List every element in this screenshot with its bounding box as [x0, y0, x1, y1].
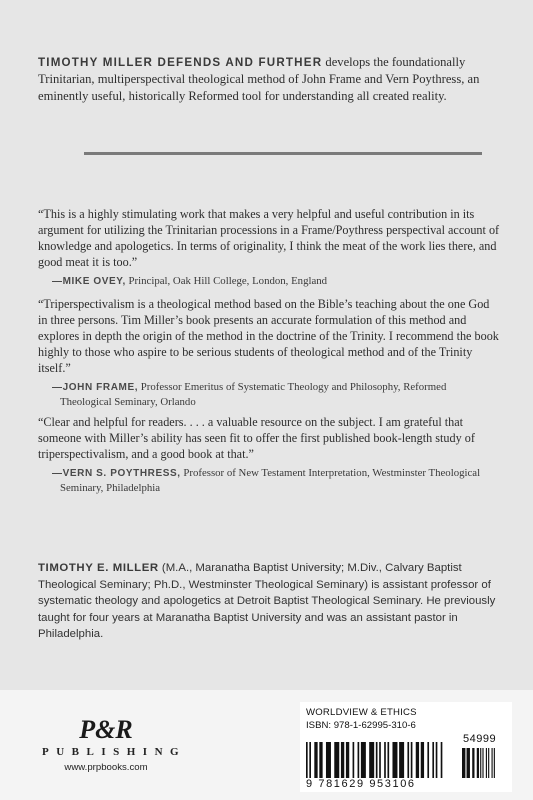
intro-text: develops the foundationally Trinitarian, multiperspectival theological method of John Frame and Vern Poythress, an eminently useful, historically Reformed tool for understanding all created reality.	[38, 55, 480, 103]
endorsement-3-text: “Clear and helpful for readers. . . . a valuable resource on the subject. I am grateful that someone with Miller’s ability has seen fit to offer the first published book-length study of triperspectivalism, and a good book at that.”	[38, 415, 475, 461]
endorsement-1-name: —MIKE OVEY,	[52, 276, 126, 287]
barcode-bar	[488, 748, 489, 778]
logo-letters: P&R	[79, 715, 133, 744]
barcode-bar	[416, 742, 419, 778]
endorsement-1-attribution	[38, 274, 500, 289]
isbn-barcode	[304, 742, 456, 778]
barcode-bar	[399, 742, 404, 778]
barcode-bar	[486, 748, 487, 778]
barcode-bar	[441, 742, 443, 778]
barcode-bar	[427, 742, 429, 778]
intro-lead: TIMOTHY MILLER DEFENDS AND FURTHER	[38, 56, 323, 69]
barcode-bar	[480, 748, 481, 778]
publisher-logo	[36, 714, 187, 773]
endorsement-1	[38, 206, 500, 289]
barcode-bar	[341, 742, 344, 778]
endorsement-2-name: —JOHN FRAME,	[52, 382, 139, 393]
barcode-panel	[300, 702, 512, 792]
barcode-bar	[379, 742, 381, 778]
publisher-name: PUBLISHING	[42, 746, 187, 758]
barcode-bar	[492, 748, 493, 778]
barcode-bar	[392, 742, 397, 778]
endorsement-3-name: —VERN S. POYTHRESS,	[52, 468, 181, 479]
barcode-bar	[353, 742, 355, 778]
barcode-bar	[361, 742, 366, 778]
endorsement-2-role: Professor Emeritus of Systematic Theology and Philosophy, Reformed Theological Seminary, Orlando	[60, 381, 447, 408]
price-barcode	[460, 748, 506, 778]
price-code: 54999	[463, 733, 497, 745]
barcode-digits: 9 781629 953106	[306, 778, 416, 790]
barcode-bar	[306, 742, 308, 778]
author-bio-text: (M.A., Maranatha Baptist University; M.Div., Calvary Baptist Theological Seminary; Ph.D., Westminster Theological Seminary) is assistant professor of systematic theology and apologetics at Detroit Baptist Theological Seminary. He previously taught for four years at Maranatha Baptist University and was an assistant pastor in Philadelphia.	[38, 562, 496, 641]
barcode-bar	[421, 742, 424, 778]
barcode-bar	[376, 742, 378, 778]
barcode-bar	[319, 742, 322, 778]
barcode-bar	[494, 748, 495, 778]
barcode-bar	[387, 742, 389, 778]
divider-rule	[84, 152, 482, 155]
publisher-website[interactable]: www.prpbooks.com	[64, 762, 148, 773]
barcode-bar	[467, 748, 470, 778]
barcode-bar	[432, 742, 434, 778]
barcode-bar	[407, 742, 409, 778]
endorsement-3-attribution	[38, 466, 500, 495]
barcode-bar	[482, 748, 483, 778]
barcode-bar	[477, 748, 479, 778]
barcode-bar	[384, 742, 386, 778]
endorsement-3	[38, 414, 500, 495]
endorsement-2	[38, 296, 500, 409]
barcode-bar	[358, 742, 360, 778]
barcode-bar	[411, 742, 413, 778]
endorsement-2-text: “Triperspectivalism is a theological method based on the Bible’s teaching about the one God in three persons. Tim Miller’s book presents an accurate formulation of this method and explores in depth the origin of the method in the doctrine of the Trinity. I recommend the book highly to those who aspire to be serious students of theological method and of the Trinity itself.”	[38, 297, 499, 375]
barcode-bar	[369, 742, 374, 778]
author-name: TIMOTHY E. MILLER	[38, 562, 159, 574]
barcode-bar	[326, 742, 331, 778]
endorsement-1-role: Principal, Oak Hill College, London, England	[125, 275, 328, 287]
pr-logo-icon	[78, 714, 134, 744]
author-bio	[38, 560, 498, 643]
barcode-bar	[472, 748, 474, 778]
barcode-bar	[346, 742, 349, 778]
category-label: WORLDVIEW & ETHICS	[306, 707, 417, 718]
barcode-bar	[314, 742, 317, 778]
endorsement-3-role: Professor of New Testament Interpretation, Westminster Theological Seminary, Philadelphia	[60, 467, 481, 494]
barcode-bar	[334, 742, 339, 778]
isbn-label: ISBN: 978-1-62995-310-6	[306, 720, 416, 731]
endorsement-2-attribution	[38, 380, 500, 409]
intro-paragraph	[38, 54, 498, 104]
barcode-bar	[309, 742, 311, 778]
endorsement-1-text: “This is a highly stimulating work that makes a very helpful and useful contribution in its argument for utilizing the Trinitarian processions in a Frame/Poythress perspectival account of knowledge and apologetics. In terms of originality, I think the meat of the work lies there, and good meat it is too.”	[38, 207, 500, 269]
barcode-bar	[436, 742, 438, 778]
barcode-bar	[462, 748, 465, 778]
